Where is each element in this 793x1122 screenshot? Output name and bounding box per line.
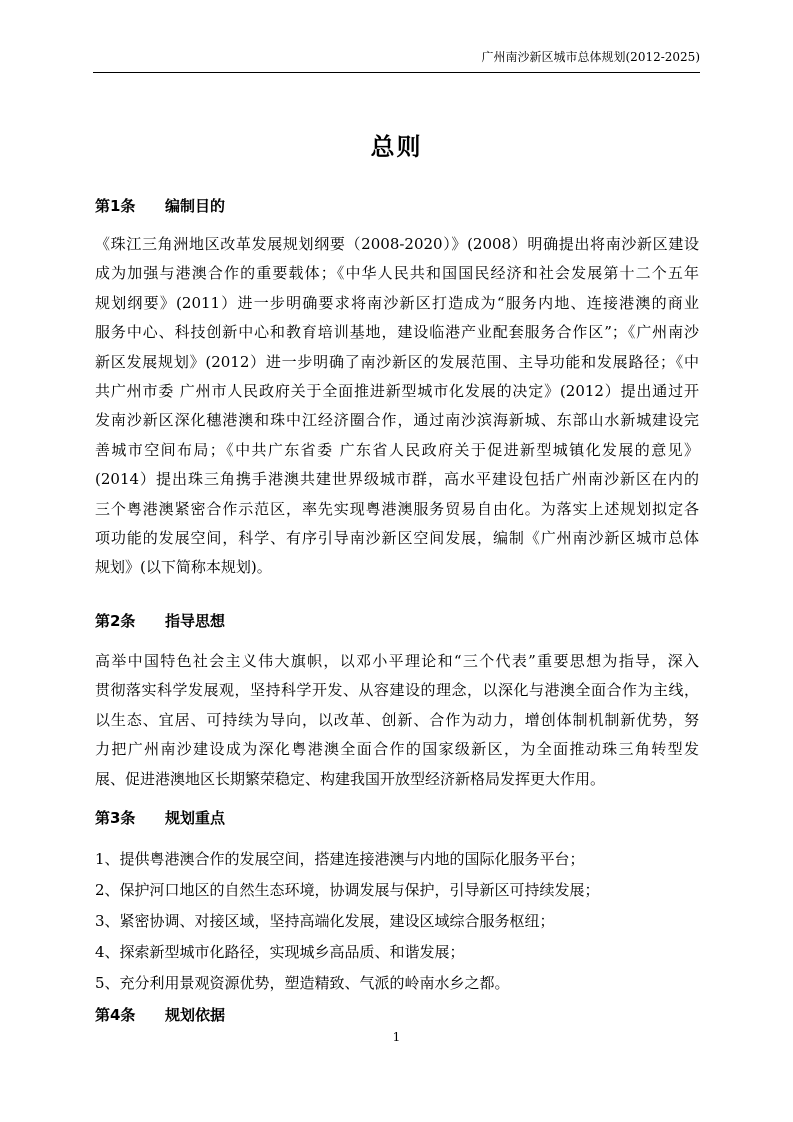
text-line: 三个粤港澳紧密合作示范区，率先实现粤港澳服务贸易自由化。为落实上述规划拟定各 <box>95 499 699 518</box>
list-item: 3、紧密协调、对接区域，坚持高端化发展，建设区域综合服务枢纽； <box>95 912 555 930</box>
article-number: 第3条 <box>95 809 136 827</box>
article-4-heading <box>95 1005 225 1025</box>
header-title: 广州南沙新区城市总体规划(2012-2025) <box>481 50 700 64</box>
article-title: 编制目的 <box>165 197 226 215</box>
article-title: 指导思想 <box>165 612 226 630</box>
article-number: 第2条 <box>95 612 136 630</box>
article-2-body <box>95 647 699 794</box>
article-title: 规划重点 <box>165 809 226 827</box>
text-line: 共广州市委 广州市人民政府关于全面推进新型城市化发展的决定》(2012）提出通过开 <box>95 381 699 400</box>
article-1-body <box>95 230 699 583</box>
header-rule <box>93 72 700 73</box>
text-line: 高举中国特色社会主义伟大旗帜，以邓小平理论和“三个代表”重要思想为指导，深入 <box>95 652 699 670</box>
text-line: 规划》(以下简称本规划)。 <box>95 558 272 577</box>
article-3-list <box>95 844 699 999</box>
text-line: (2014）提出珠三角携手港澳共建世界级城市群，高水平建设包括广州南沙新区在内的 <box>95 470 699 489</box>
text-line: 项功能的发展空间，科学、有序引导南沙新区空间发展，编制《广州南沙新区城市总体 <box>95 528 699 547</box>
list-item: 4、探索新型城市化路径，实现城乡高品质、和谐发展； <box>95 943 465 961</box>
text-line: 展、促进港澳地区长期繁荣稳定、构建我国开放型经济新格局发挥更大作用。 <box>95 769 606 788</box>
text-line: 善城市空间布局；《中共广东省委 广东省人民政府关于促进新型城镇化发展的意见》 <box>95 440 699 459</box>
article-number: 第1条 <box>95 197 136 215</box>
article-2-heading <box>95 611 225 631</box>
text-line: 贯彻落实科学发展观，坚持科学开发、从容建设的理念，以深化与港澳全面合作为主线， <box>95 681 699 700</box>
article-title: 规划依据 <box>165 1006 226 1024</box>
text-line: 发南沙新区深化穗港澳和珠中江经济圈合作，通过南沙滨海新城、东部山水新城建设完 <box>95 411 699 430</box>
text-line: 新区发展规划》(2012）进一步明确了南沙新区的发展范围、主导功能和发展路径；《中 <box>95 352 699 371</box>
text-line: 力把广州南沙建设成为深化粤港澳全面合作的国家级新区，为全面推动珠三角转型发 <box>95 740 699 759</box>
text-line: 成为加强与港澳合作的重要载体；《中华人民共和国国民经济和社会发展第十二个五年 <box>95 264 699 283</box>
list-item: 5、充分利用景观资源优势，塑造精致、气派的岭南水乡之都。 <box>95 974 510 992</box>
text-line: 服务中心、科技创新中心和教育培训基地，建设临港产业配套服务合作区”；《广州南沙 <box>95 323 699 342</box>
article-1-heading <box>95 196 225 216</box>
text-line: 以生态、宜居、可持续为导向，以改革、创新、合作为动力，增创体制机制新优势，努 <box>95 710 699 729</box>
article-3-heading <box>95 808 225 828</box>
text-line: 《珠江三角洲地区改革发展规划纲要（2008-2020）》(2008）明确提出将南沙新区建设 <box>95 235 699 253</box>
list-item: 2、保护河口地区的自然生态环境，协调发展与保护，引导新区可持续发展； <box>95 881 600 899</box>
text-line: 规划纲要》(2011）进一步明确要求将南沙新区打造成为“服务内地、连接港澳的商业 <box>95 293 699 312</box>
page-title: 总则 <box>370 133 423 161</box>
article-number: 第4条 <box>95 1006 136 1024</box>
page-number: 1 <box>392 1030 401 1044</box>
list-item: 1、提供粤港澳合作的发展空间，搭建连接港澳与内地的国际化服务平台； <box>95 850 585 868</box>
